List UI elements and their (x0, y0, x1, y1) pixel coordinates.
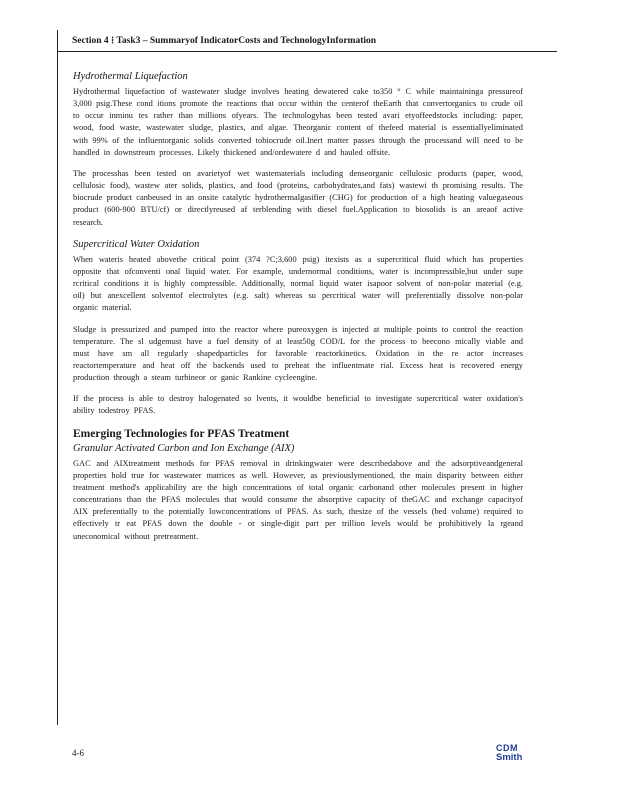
margin-rule (57, 30, 58, 725)
gac-aix-paragraph-1: GAC and AIXtreatment methods for PFAS removal in drinkingwater were describedabove and the adsorptiveandgeneral properties hold true for wastewater matrices as well. However, as previouslymentioned, the main disparity between either treatment method's applicability are the high concentrations of total organic carbonand other molecules present in higher concentrations than the PFAS molecules that would consume the absorptive capacity of theGAC and exchange capacityof AIX preferentially to the potentially lowconcentrations of PFAS. As such, thesize of the vessels (bed volume) required to effectively tr eat PFAS down the double - or single-digit part per trillion levels would be prohibitively la rgeand uneconomical without pretreatment. (73, 458, 523, 541)
header-rule (57, 51, 557, 52)
page-content (73, 70, 523, 552)
supercritical-paragraph-1: When wateris heated abovethe critical point (374 ?C;3,600 psig) itexists as a supercritical fluid which has properties opposite that ofconventi onal liquid water. For example, undernormal conditions, water is incompressible,but under supe rcritical conditions it is highly compressible. Additionally, normal liquid water isapoor solvent of non-polar material (e.g. oil) but anexcellent solventof electrolytes (e.g. salt) whereas su percritical water will preferentially dissolve non-polar organic material. (73, 254, 523, 313)
logo-line-1: CDM (496, 743, 518, 753)
gac-aix-heading: Granular Activated Carbon and Ion Exchange (AIX) (73, 442, 295, 454)
hydrothermal-heading: Hydrothermal Liquefaction (73, 71, 188, 82)
page-number: 4-6 (72, 748, 84, 758)
supercritical-paragraph-3: If the process is able to destroy halogenated so lvents, it wouldbe beneficial to investigate supercritical water oxidation's ability todestroy PFAS. (73, 394, 523, 416)
emerging-technologies-heading: Emerging Technologies for PFAS Treatment (73, 427, 290, 440)
page-header: Section 4 ⁞ Task3 – Summaryof IndicatorCosts and TechnologyInformation (72, 36, 377, 46)
hydrothermal-paragraph-2: The processhas been tested on avarietyof wet wastematerials including denseorganic cellulosic products (paper, wood, cellulosic food), wastew ater solids, plastics, and food (proteins, carbohydrates,and fats) wastewi th promising results. The biocrude product canbeused in an onsite catalytic hydrothermalgasifier (CHG) for production of a high heating valuegaseous product (600-900 BTU/cf) or directlyreused af terblending with diesel fuel.Application to biosolids is an areaof active research. (73, 168, 523, 227)
cdm-smith-logo (496, 744, 540, 764)
logo-line-2: Smith (496, 752, 523, 763)
supercritical-heading: Supercritical Water Oxidation (73, 238, 200, 250)
supercritical-paragraph-2: Sludge is pressurized and pumped into the reactor where pureoxygen is injected at multiple points to control the reaction temperature. The sl udgemust have a fuel density of at least50g COD/L for the process to beecono mically viable and must have sm all regularly shapedparticles for favorable reactorkinetics. Oxidation in the re actor increases reactortemperature and heat off the backends used to preheat the influentmate rial. Excess heat is recovered energy production through a steam turbineor or ganic Rankine cycleengine. (73, 324, 523, 383)
hydrothermal-paragraph-1: Hydrothermal liquefaction of wastewater sludge involves heating dewatered cake to350 ° C while maintaininga pressureof 3,000 psig.These cond itions promote the reactions that occur within the centerof theEarth that convertorganics to crude oil to occur inminu tes rather than millions ofyears. The technologyhas been tested avari etyoffeedstocks including: paper, wood, food waste, wastewater sludge, plastics, and algae. Theorganic content of thefeed material is essentiallyeliminated with 99% of the influentorganic solids converted tobiocrude oil.Inert matter passes through the processand will need to be handled in downstream processes. Likely thickened and/ordewatere d and hauled offsite. (73, 87, 523, 157)
